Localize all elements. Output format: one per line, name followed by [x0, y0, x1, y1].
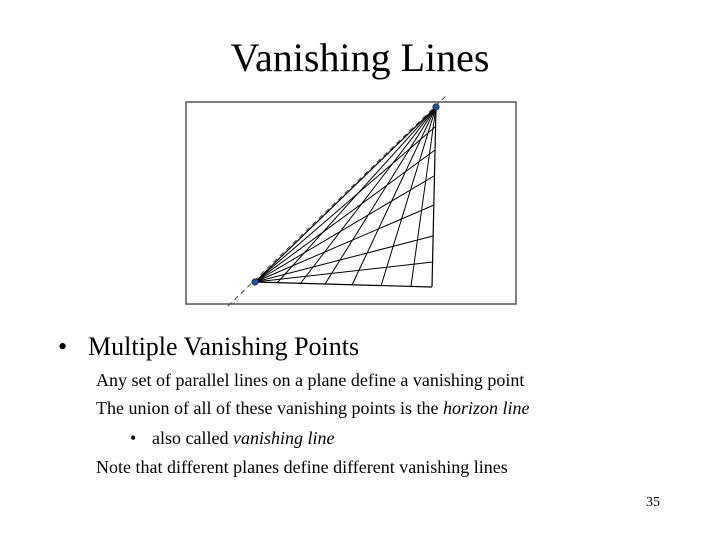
bullet-marker: •: [58, 332, 68, 361]
body-line-2-text: The union of all of these vanishing points is the: [96, 398, 443, 418]
sub-bullet-text: also called: [152, 428, 233, 448]
sub-bullet: [130, 426, 334, 450]
vanishing-line-term: vanishing line: [232, 428, 335, 448]
page-number: 35: [646, 495, 660, 510]
vanishing-point-bottom: [252, 279, 258, 285]
main-bullet: [58, 330, 359, 364]
bullet-text: Multiple Vanishing Points: [88, 332, 360, 361]
sub-bullet-marker: •: [130, 428, 137, 448]
figure-frame: [186, 102, 516, 304]
slide-title: Vanishing Lines: [230, 35, 490, 80]
vanishing-point-top: [433, 104, 439, 110]
body-line-4: Note that different planes define different vanishing lines: [96, 457, 508, 477]
horizon-line-term: horizon line: [442, 398, 530, 418]
body-line-2: [96, 396, 529, 420]
body-line-1: Any set of parallel lines on a plane define a vanishing point: [96, 370, 525, 390]
